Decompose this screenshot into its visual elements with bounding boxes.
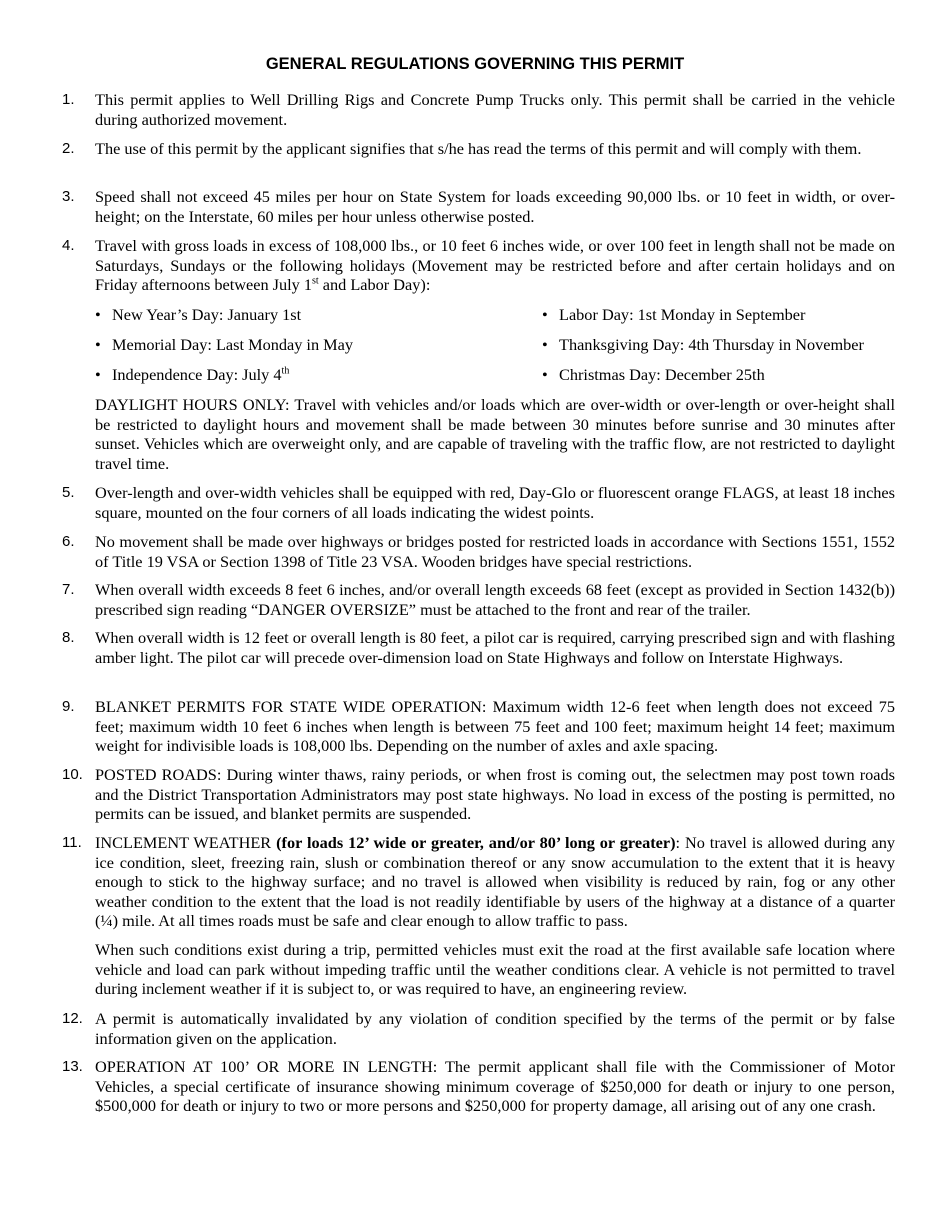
item-text: When overall width exceeds 8 feet 6 inches, and/or overall length exceeds 68 feet (except as provided in Section 1432(b)) prescribed sign reading “DANGER OVERSIZE” must be attached to the front and rear of the trailer.: [95, 580, 895, 619]
item-text: INCLEMENT WEATHER (for loads 12’ wide or greater, and/or 80’ long or greater): No travel is allowed during any ice condition, sleet, freezing rain, slush or combination thereof or any snow accumulation to the extent that it is heavy enough to stick to the highway surface; and no travel is allowed when visibility is reduced by rain, fog or any other weather condition to the extent that the load is not readily identifiable by users of the highway at a distance of a quarter (¼) mile. At all times roads must be safe and clear enough to allow traffic to pass.: [95, 833, 895, 931]
item-number: 5.: [62, 484, 75, 501]
holiday-independence-day: • Independence Day: July 4th: [95, 365, 290, 384]
item-number: 3.: [62, 188, 75, 205]
item-text: BLANKET PERMITS FOR STATE WIDE OPERATION: Maximum width 12-6 feet when length does not exceed 75 feet; maximum width 10 feet 6 inches when length is between 75 feet and 100 feet; maximum height 14 feet; maximum weight for indivisible loads is 108,000 lbs. Depending on the number of axles and axle spacing.: [95, 697, 895, 756]
item-text: OPERATION AT 100’ OR MORE IN LENGTH: The permit applicant shall file with the Commissioner of Motor Vehicles, a special certificate of insurance showing minimum coverage of $250,000 for death or injury to one person, $500,000 for death or injury to two or more persons and $250,000 for property damage, all arising out of any one crash.: [95, 1057, 895, 1116]
holiday-thanksgiving: • Thanksgiving Day: 4th Thursday in November: [542, 335, 864, 354]
item-number: 11.: [62, 834, 82, 851]
item-text: POSTED ROADS: During winter thaws, rainy periods, or when frost is coming out, the selectmen may post town roads and the District Transportation Administrators may post state highways. No load in excess of the posting is permitted, no permits can be issued, and blanket permits are suspended.: [95, 765, 895, 824]
holiday-labor-day: • Labor Day: 1st Monday in September: [542, 305, 806, 324]
item-text: When overall width is 12 feet or overall length is 80 feet, a pilot car is required, carrying prescribed sign and with flashing amber light. The pilot car will precede over-dimension load on State Highways and follow on Interstate Highways.: [95, 628, 895, 667]
item-number: 7.: [62, 581, 75, 598]
page-title: GENERAL REGULATIONS GOVERNING THIS PERMIT: [265, 55, 685, 73]
item-number: 6.: [62, 533, 75, 550]
item-number: 10.: [62, 766, 83, 783]
item-text: Over-length and over-width vehicles shall be equipped with red, Day-Glo or fluorescent orange FLAGS, at least 18 inches square, mounted on the four corners of all loads indicating the widest points.: [95, 483, 895, 522]
item-number: 8.: [62, 629, 75, 646]
holiday-memorial-day: • Memorial Day: Last Monday in May: [95, 335, 354, 354]
item-text: The use of this permit by the applicant signifies that s/he has read the terms of this permit and will comply with them.: [95, 139, 862, 158]
item-number: 13.: [62, 1058, 83, 1075]
item-text: No movement shall be made over highways or bridges posted for restricted loads in accordance with Sections 1551, 1552 of Title 19 VSA or Section 1398 of Title 23 VSA. Wooden bridges have special restrictions.: [95, 532, 895, 571]
item-text: A permit is automatically invalidated by any violation of condition specified by the terms of the permit or by false information given on the application.: [95, 1009, 895, 1048]
item-number: 4.: [62, 237, 75, 254]
daylight-text: DAYLIGHT HOURS ONLY: Travel with vehicles and/or loads which are over-width or over-length or over-height shall be restricted to daylight hours and movement shall be made between 30 minutes before sunrise and 30 minutes after sunset. Vehicles which are overweight only, and are capable of traveling with the traffic flow, are not restricted to daylight travel time.: [95, 395, 895, 473]
item-number: 9.: [62, 698, 75, 715]
item-text: Speed shall not exceed 45 miles per hour on State System for loads exceeding 90,000 lbs. or 10 feet in width, or over-height; on the Interstate, 60 miles per hour unless otherwise posted.: [95, 187, 895, 226]
item-number: 12.: [62, 1010, 83, 1027]
holiday-christmas: • Christmas Day: December 25th: [542, 365, 765, 384]
item-text: Travel with gross loads in excess of 108,000 lbs., or 10 feet 6 inches wide, or over 100 feet in length shall not be made on Saturdays, Sundays or the following holidays (Movement may be restricted before and after certain holidays and on Friday afternoons between July 1st and Labor Day):: [95, 236, 895, 295]
item-number: 2.: [62, 140, 75, 157]
weather-text: When such conditions exist during a trip, permitted vehicles must exit the road at the first available safe location where vehicle and load can park without impeding traffic until the weather conditions clear. A vehicle is not permitted to travel during inclement weather if it is subject to, or was required to have, an engineering review.: [95, 940, 895, 999]
holiday-new-years: • New Year’s Day: January 1st: [95, 305, 302, 324]
item-number: 1.: [62, 91, 75, 108]
item-text: This permit applies to Well Drilling Rigs and Concrete Pump Trucks only. This permit shall be carried in the vehicle during authorized movement.: [95, 90, 895, 129]
